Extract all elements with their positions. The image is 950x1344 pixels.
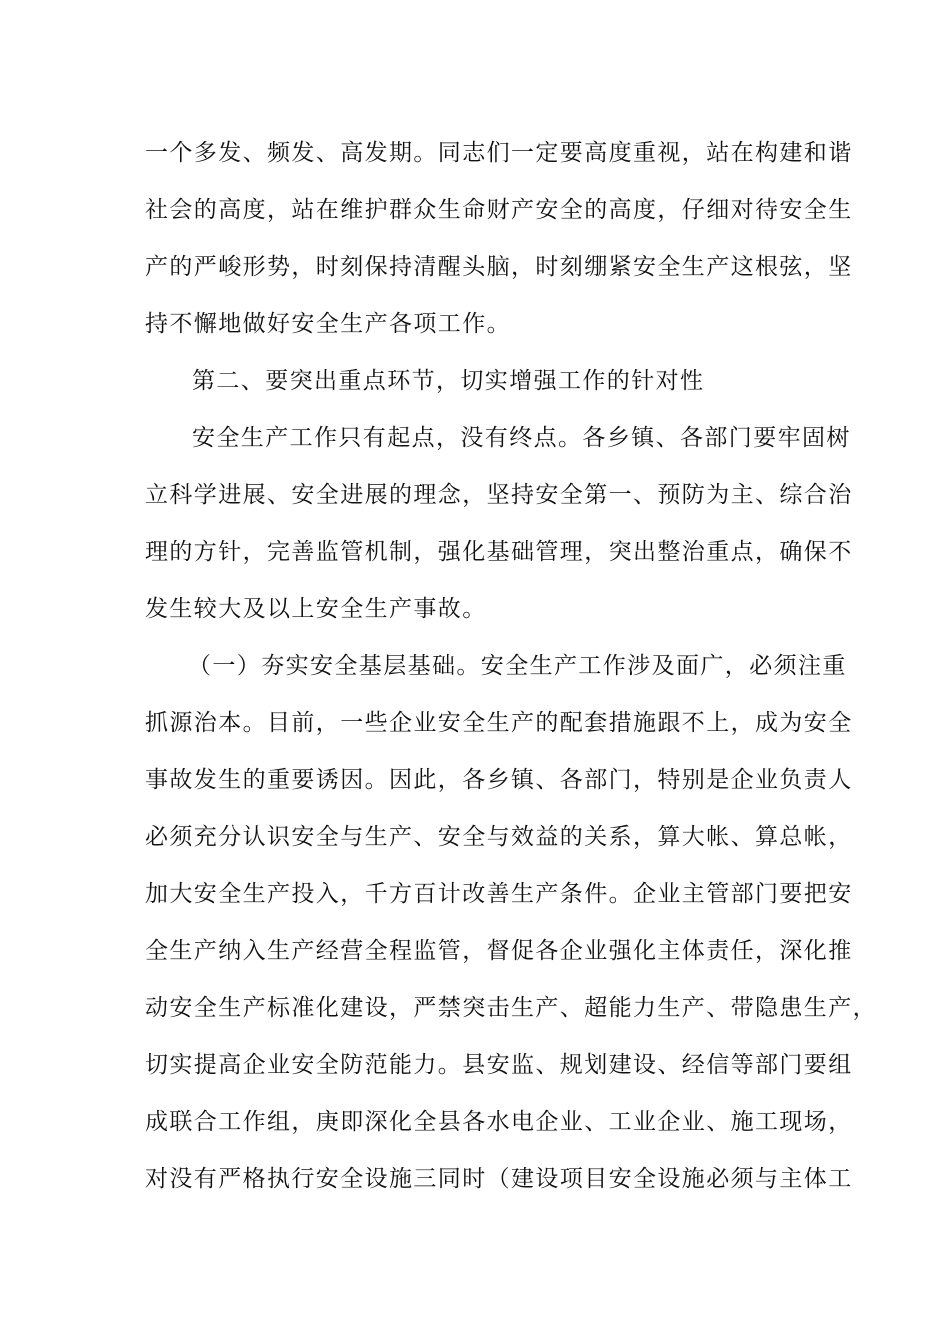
paragraph-line: 对没有严格执行安全设施三同时（建设项目安全设施必须与主体工 [145, 1166, 853, 1192]
paragraph-line: 持不懈地做好安全生产各项工作。 [145, 311, 511, 337]
paragraph-line: 立科学进展、安全进展的理念，坚持安全第一、预防为主、综合治 [145, 482, 853, 508]
paragraph-line: 产的严峻形势，时刻保持清醒头脑，时刻绷紧安全生产这根弦，坚 [145, 254, 853, 280]
paragraph-line: 切实提高企业安全防范能力。县安监、规划建设、经信等部门要组 [145, 1052, 853, 1078]
paragraph-line: 理的方针，完善监管机制，强化基础管理，突出整治重点，确保不 [145, 539, 853, 565]
paragraph-line: 加大安全生产投入，千方百计改善生产条件。企业主管部门要把安 [145, 881, 853, 907]
paragraph-line: 发生较大及以上安全生产事故。 [145, 596, 487, 622]
section-heading: 第二、要突出重点环节，切实增强工作的针对性 [192, 368, 705, 394]
paragraph-line: 事故发生的重要诱因。因此，各乡镇、各部门，特别是企业负责人 [145, 767, 853, 793]
paragraph-line: 社会的高度，站在维护群众生命财产安全的高度，仔细对待安全生 [145, 197, 853, 223]
paragraph-line: 全生产纳入生产经营全程监管，督促各企业强化主体责任，深化推 [145, 938, 853, 964]
paragraph-line: 必须充分认识安全与生产、安全与效益的关系，算大帐、算总帐， [145, 824, 853, 850]
paragraph-line: 安全生产工作只有起点，没有终点。各乡镇、各部门要牢固树 [192, 425, 851, 451]
paragraph-line: 动安全生产标准化建设，严禁突击生产、超能力生产、带隐患生产， [145, 995, 877, 1021]
paragraph-line: （一）夯实安全基层基础。安全生产工作涉及面广，必须注重 [188, 653, 847, 679]
paragraph-line: 成联合工作组，庚即深化全县各水电企业、工业企业、施工现场， [145, 1109, 853, 1135]
paragraph-line: 一个多发、频发、高发期。同志们一定要高度重视，站在构建和谐 [145, 140, 853, 166]
paragraph-line: 抓源治本。目前，一些企业安全生产的配套措施跟不上，成为安全 [145, 710, 853, 736]
